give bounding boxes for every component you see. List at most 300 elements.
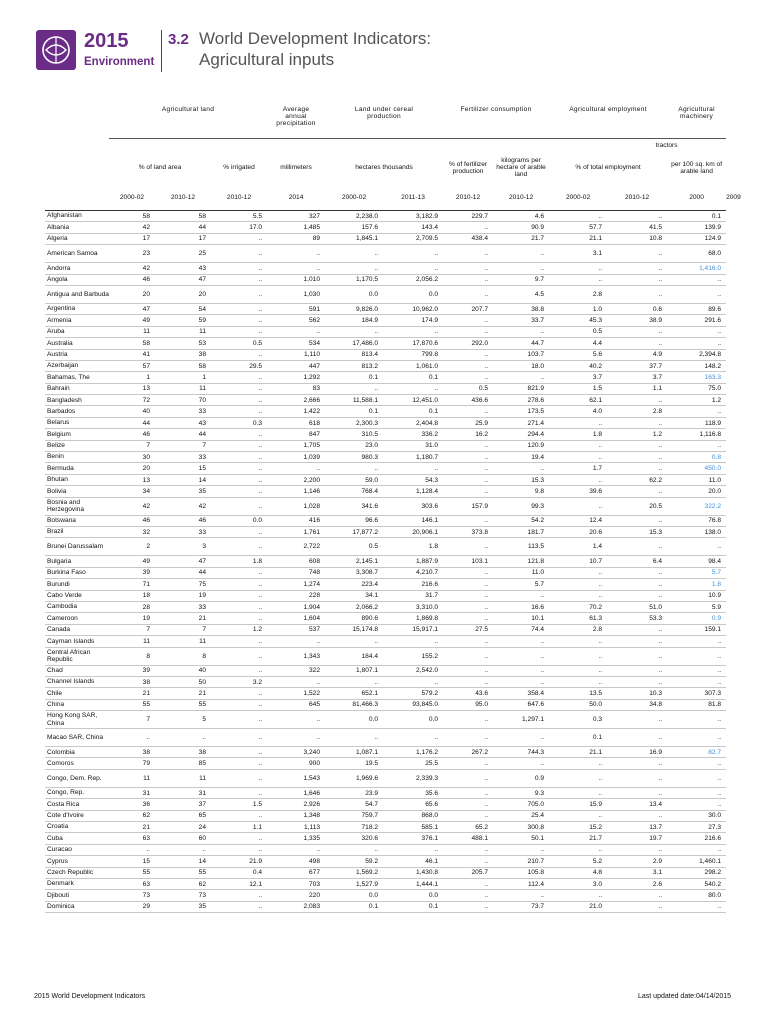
table-cell: .. — [493, 758, 549, 769]
table-cell: 813.2 — [325, 360, 383, 371]
table-cell: .. — [549, 769, 607, 787]
country-label: Belarus — [47, 419, 70, 427]
table-cell: 42 — [155, 497, 211, 515]
table-cell: .. — [493, 590, 549, 601]
table-row — [45, 867, 726, 878]
table-cell: 39 — [109, 665, 155, 676]
table-cell: .. — [607, 486, 667, 497]
table-cell: 1.5 — [549, 383, 607, 394]
table-cell: 19.5 — [325, 758, 383, 769]
table-cell: 15.2 — [549, 822, 607, 833]
table-cell: .. — [443, 263, 493, 274]
table-cell: 3.1 — [607, 867, 667, 878]
country-name — [45, 383, 109, 394]
table-cell: 19 — [109, 613, 155, 624]
table-cell: 63 — [109, 833, 155, 844]
table-cell: 2,926 — [267, 799, 325, 810]
table-cell: 68.0 — [667, 245, 726, 263]
table-body — [45, 211, 726, 913]
table-cell: 57.7 — [549, 222, 607, 233]
table-cell: 2.8 — [607, 406, 667, 417]
table-cell: 1,039 — [267, 452, 325, 463]
table-cell: .. — [211, 315, 267, 326]
country-name — [45, 856, 109, 867]
country-name — [45, 315, 109, 326]
table-cell: 0.6 — [607, 303, 667, 314]
table-cell: 205.7 — [443, 867, 493, 878]
table-cell: .. — [607, 463, 667, 474]
table-cell: .. — [267, 263, 325, 274]
table-cell: 1,705 — [267, 440, 325, 451]
table-cell: 0.3 — [549, 711, 607, 729]
table-cell: .. — [211, 349, 267, 360]
table-cell: 376.1 — [383, 833, 443, 844]
table-cell: .. — [549, 579, 607, 590]
country-label: Benin — [47, 453, 64, 461]
country-name — [45, 810, 109, 821]
footer-source: 2015 World Development Indicators — [34, 993, 146, 1000]
table-cell: 17,877.2 — [325, 526, 383, 537]
table-cell: .. — [607, 787, 667, 798]
table-cell: .. — [607, 538, 667, 556]
agricultural-inputs-table — [45, 103, 741, 913]
table-row — [45, 833, 726, 844]
table-cell: 1,604 — [267, 613, 325, 624]
country-label: Costa Rica — [47, 800, 80, 808]
table-cell: 73 — [155, 890, 211, 901]
table-cell: 39.6 — [549, 486, 607, 497]
table-cell: 2,542.0 — [383, 665, 443, 676]
table-cell: 2.9 — [607, 856, 667, 867]
table-cell: 645 — [267, 699, 325, 710]
table-cell: 138.0 — [667, 526, 726, 537]
table-cell: .. — [667, 758, 726, 769]
table-cell: .. — [607, 452, 667, 463]
table-cell: .. — [443, 665, 493, 676]
year-header: 2010-12 — [493, 184, 549, 211]
table-cell: .. — [211, 303, 267, 314]
table-cell: 73 — [109, 890, 155, 901]
country-name — [45, 245, 109, 263]
table-cell: .. — [443, 538, 493, 556]
table-cell: .. — [211, 567, 267, 578]
table-cell: .. — [493, 729, 549, 747]
table-cell: 303.6 — [383, 497, 443, 515]
table-cell: .. — [211, 833, 267, 844]
table-cell: 2,666 — [267, 395, 325, 406]
table-cell: 58 — [109, 338, 155, 349]
table-cell: .. — [667, 799, 726, 810]
footer-updated: Last updated date:04/14/2015 — [638, 993, 732, 1000]
table-cell: 373.8 — [443, 526, 493, 537]
table-cell: 157.9 — [443, 497, 493, 515]
country-name — [45, 636, 109, 647]
country-label: Croatia — [47, 823, 69, 831]
country-label: Bhutan — [47, 476, 68, 484]
table-cell: 59.0 — [325, 474, 383, 485]
country-name — [45, 406, 109, 417]
table-row — [45, 901, 726, 912]
table-cell: 210.7 — [493, 856, 549, 867]
table-cell: 718.2 — [325, 822, 383, 833]
table-cell: 1,146 — [267, 486, 325, 497]
table-cell: 298.2 — [667, 867, 726, 878]
table-cell: 62.1 — [549, 395, 607, 406]
country-label: Angola — [47, 276, 68, 283]
table-cell: 0.1 — [383, 901, 443, 912]
table-row — [45, 567, 726, 578]
table-cell: .. — [493, 326, 549, 337]
table-cell: 31.7 — [383, 590, 443, 601]
table-cell: 799.8 — [383, 349, 443, 360]
table-cell: .. — [211, 844, 267, 855]
country-label: Botswana — [47, 517, 76, 525]
table-cell: 70 — [155, 395, 211, 406]
table-cell: .. — [211, 636, 267, 647]
table-cell: 28 — [109, 601, 155, 612]
table-cell: .. — [443, 901, 493, 912]
table-cell: .. — [325, 844, 383, 855]
table-cell: .. — [607, 890, 667, 901]
table-cell: 744.3 — [493, 747, 549, 758]
year-row: 2000-02 2010-12 2010-12 2014 2000-02 2011-13 2010-12 2010-12 2000-02 2010-12 2000 2009 — [45, 184, 726, 211]
country-label: Colombia — [47, 748, 75, 756]
table-cell: 43.6 — [443, 688, 493, 699]
table-cell: .. — [211, 769, 267, 787]
table-cell: .. — [549, 274, 607, 285]
table-cell: 1,887.9 — [383, 556, 443, 567]
table-cell: 10.9 — [667, 590, 726, 601]
table-row — [45, 699, 726, 710]
table-cell: 33 — [155, 526, 211, 537]
table-cell: 10.3 — [607, 688, 667, 699]
table-cell: 271.4 — [493, 417, 549, 428]
country-label: Barbados — [47, 407, 76, 415]
table-cell: 120.9 — [493, 440, 549, 451]
table-cell: .. — [493, 636, 549, 647]
table-cell: .. — [211, 613, 267, 624]
table-cell: 7 — [109, 624, 155, 635]
table-cell: 488.1 — [443, 833, 493, 844]
table-cell: 35 — [155, 901, 211, 912]
table-cell: 21 — [155, 688, 211, 699]
table-cell: 71 — [109, 579, 155, 590]
table-cell: 1 — [109, 372, 155, 383]
table-cell: 1.5 — [211, 799, 267, 810]
table-cell: 13.4 — [607, 799, 667, 810]
table-cell: .. — [211, 665, 267, 676]
table-cell: 35 — [155, 486, 211, 497]
table-cell: .. — [549, 787, 607, 798]
unit-tractors: per 100 sq. km of arable land — [671, 160, 723, 175]
table-cell: 20 — [109, 463, 155, 474]
table-cell: 6.4 — [607, 556, 667, 567]
group-machinery: Agricultural machinery — [667, 103, 726, 139]
table-cell: .. — [493, 245, 549, 263]
table-cell: 3.7 — [549, 372, 607, 383]
table-cell: 11.0 — [667, 474, 726, 485]
table-cell: .. — [211, 395, 267, 406]
country-name — [45, 844, 109, 855]
table-cell: .. — [211, 538, 267, 556]
table-cell: 2,056.2 — [383, 274, 443, 285]
table-cell: 124.9 — [667, 233, 726, 244]
table-cell: 20.5 — [607, 497, 667, 515]
table-cell: .. — [607, 590, 667, 601]
country-label: Denmark — [47, 880, 74, 888]
country-name — [45, 463, 109, 474]
table-cell: 436.6 — [443, 395, 493, 406]
table-cell: .. — [549, 890, 607, 901]
table-cell: .. — [607, 579, 667, 590]
table-cell: 27.5 — [443, 624, 493, 635]
table-cell: 1,028 — [267, 497, 325, 515]
table-cell: 11 — [155, 769, 211, 787]
table-cell: .. — [383, 383, 443, 394]
table-row — [45, 799, 726, 810]
table-cell: 11.0 — [493, 567, 549, 578]
table-cell: 73.7 — [493, 901, 549, 912]
table-cell: .. — [211, 497, 267, 515]
table-cell: 23 — [109, 245, 155, 263]
table-cell: 5 — [155, 711, 211, 729]
table-cell: 21.0 — [549, 901, 607, 912]
table-cell: 1,087.1 — [325, 747, 383, 758]
table-cell: .. — [667, 274, 726, 285]
table-cell: 3.1 — [549, 245, 607, 263]
table-row — [45, 538, 726, 556]
table-cell: 216.6 — [667, 833, 726, 844]
table-cell: .. — [443, 372, 493, 383]
table-cell: 278.6 — [493, 395, 549, 406]
table-cell: 58 — [155, 211, 211, 222]
table-cell: .. — [325, 463, 383, 474]
table-cell: 537 — [267, 624, 325, 635]
table-cell: 32 — [109, 526, 155, 537]
table-cell: .. — [443, 579, 493, 590]
table-cell: 39 — [109, 567, 155, 578]
table-cell: 0.0 — [211, 515, 267, 526]
table-cell: 95.0 — [443, 699, 493, 710]
table-cell: 3.7 — [607, 372, 667, 383]
table-cell: .. — [211, 440, 267, 451]
table-cell: .. — [607, 636, 667, 647]
header-divider — [161, 30, 162, 72]
table-row — [45, 497, 726, 515]
table-row — [45, 245, 726, 263]
table-cell: .. — [667, 326, 726, 337]
table-cell: 14 — [155, 856, 211, 867]
table-cell: 1.1 — [607, 383, 667, 394]
table-cell: .. — [607, 245, 667, 263]
unit-irrigated: % irrigated — [223, 164, 255, 171]
table-cell: 15.3 — [607, 526, 667, 537]
table-cell: 0.8 — [667, 452, 726, 463]
country-name — [45, 747, 109, 758]
table-cell: 2,404.8 — [383, 417, 443, 428]
table-cell: .. — [109, 844, 155, 855]
table-cell: 15.9 — [549, 799, 607, 810]
table-cell: .. — [549, 844, 607, 855]
table-cell: .. — [211, 699, 267, 710]
table-cell: 0.9 — [493, 769, 549, 787]
country-label: Cote d'Ivoire — [47, 812, 84, 820]
table-row — [45, 729, 726, 747]
table-cell: .. — [443, 890, 493, 901]
table-cell: .. — [211, 590, 267, 601]
year-header: 2010-12 — [211, 184, 267, 211]
table-cell: 677 — [267, 867, 325, 878]
table-cell: 11 — [155, 326, 211, 337]
table-cell: 585.1 — [383, 822, 443, 833]
country-name — [45, 601, 109, 612]
country-label: Dominica — [47, 903, 75, 911]
table-cell: 74.4 — [493, 624, 549, 635]
table-cell: 60 — [155, 833, 211, 844]
table-cell: .. — [667, 338, 726, 349]
table-cell: 43 — [155, 417, 211, 428]
table-cell: .. — [549, 497, 607, 515]
table-cell: 12,451.0 — [383, 395, 443, 406]
table-cell: 20.0 — [667, 486, 726, 497]
table-cell: .. — [607, 729, 667, 747]
year-header: 2010-12 — [155, 184, 211, 211]
table-cell: 42 — [109, 222, 155, 233]
country-name — [45, 474, 109, 485]
country-label: Azerbaijan — [47, 362, 79, 370]
table-cell: 416 — [267, 515, 325, 526]
table-cell: 57 — [109, 360, 155, 371]
table-cell: 43 — [155, 263, 211, 274]
table-cell: .. — [443, 222, 493, 233]
table-cell: 62.2 — [607, 474, 667, 485]
country-name — [45, 822, 109, 833]
table-cell: 46 — [109, 429, 155, 440]
country-label: Djibouti — [47, 891, 69, 899]
table-cell: 21.7 — [493, 233, 549, 244]
table-cell: 44 — [155, 429, 211, 440]
table-cell: 44.7 — [493, 338, 549, 349]
table-cell: 7 — [109, 440, 155, 451]
table-cell: 15 — [155, 463, 211, 474]
table-cell: 292.0 — [443, 338, 493, 349]
country-name — [45, 758, 109, 769]
table-cell: .. — [667, 769, 726, 787]
table-cell: .. — [549, 474, 607, 485]
table-cell: 35.6 — [383, 787, 443, 798]
table-cell: 0.0 — [325, 890, 383, 901]
table-cell: 21 — [109, 688, 155, 699]
group-agricultural-land: Agricultural land — [109, 103, 267, 139]
table-cell: .. — [443, 326, 493, 337]
country-label: Belize — [47, 442, 65, 450]
table-cell: .. — [211, 647, 267, 665]
table-cell: 4.8 — [549, 867, 607, 878]
table-cell: 146.1 — [383, 515, 443, 526]
table-cell: 11 — [109, 326, 155, 337]
table-cell: 1,430.8 — [383, 867, 443, 878]
country-label: Cameroon — [47, 614, 78, 622]
table-cell: 15 — [109, 856, 155, 867]
table-cell: 768.4 — [325, 486, 383, 497]
table-cell: 15,917.1 — [383, 624, 443, 635]
table-cell: 0.0 — [383, 285, 443, 303]
table-cell: 228 — [267, 590, 325, 601]
table-cell: 1.8 — [667, 579, 726, 590]
table-cell: 59 — [155, 315, 211, 326]
table-cell: 38 — [109, 676, 155, 687]
table-cell: 223.4 — [325, 579, 383, 590]
table-cell: 11 — [109, 636, 155, 647]
country-name — [45, 395, 109, 406]
table-cell: .. — [211, 233, 267, 244]
table-cell: 618 — [267, 417, 325, 428]
table-cell: 10.8 — [607, 233, 667, 244]
table-cell: 143.4 — [383, 222, 443, 233]
table-cell: .. — [667, 647, 726, 665]
table-cell: .. — [211, 429, 267, 440]
table-cell: 2,300.3 — [325, 417, 383, 428]
table-row — [45, 601, 726, 612]
table-cell: 1,646 — [267, 787, 325, 798]
table-cell: .. — [607, 567, 667, 578]
table-cell: 748 — [267, 567, 325, 578]
table-cell: 813.4 — [325, 349, 383, 360]
table-cell: 0.0 — [383, 711, 443, 729]
table-cell: .. — [443, 636, 493, 647]
table-row — [45, 406, 726, 417]
year-header: 2014 — [267, 184, 325, 211]
table-row — [45, 810, 726, 821]
table-cell: 1,348 — [267, 810, 325, 821]
table-cell: .. — [667, 406, 726, 417]
table-row — [45, 326, 726, 337]
country-label: Aruba — [47, 328, 65, 336]
table-cell: 61.3 — [549, 613, 607, 624]
table-cell: .. — [211, 245, 267, 263]
table-cell: .. — [211, 326, 267, 337]
table-cell: 38 — [155, 747, 211, 758]
unit-millimeters: millimeters — [280, 164, 312, 171]
table-cell: 1.4 — [549, 538, 607, 556]
table-cell: 98.4 — [667, 556, 726, 567]
table-cell: 38 — [109, 747, 155, 758]
table-cell: 55 — [109, 699, 155, 710]
table-cell: 12.4 — [549, 515, 607, 526]
table-cell: .. — [211, 372, 267, 383]
table-cell: .. — [607, 665, 667, 676]
country-name — [45, 233, 109, 244]
table-cell: 1,522 — [267, 688, 325, 699]
country-name — [45, 799, 109, 810]
table-cell: 80.0 — [667, 890, 726, 901]
table-cell: 11,588.1 — [325, 395, 383, 406]
country-name — [45, 624, 109, 635]
table-row — [45, 233, 726, 244]
table-cell: .. — [607, 417, 667, 428]
table-cell: 2.8 — [549, 624, 607, 635]
table-cell: .. — [211, 452, 267, 463]
table-cell: .. — [667, 665, 726, 676]
table-cell: 20 — [109, 285, 155, 303]
table-cell: 3,240 — [267, 747, 325, 758]
table-row — [45, 463, 726, 474]
table-cell: 159.1 — [667, 624, 726, 635]
table-cell: .. — [607, 647, 667, 665]
table-row — [45, 338, 726, 349]
table-cell: 220 — [267, 890, 325, 901]
table-cell: .. — [607, 515, 667, 526]
